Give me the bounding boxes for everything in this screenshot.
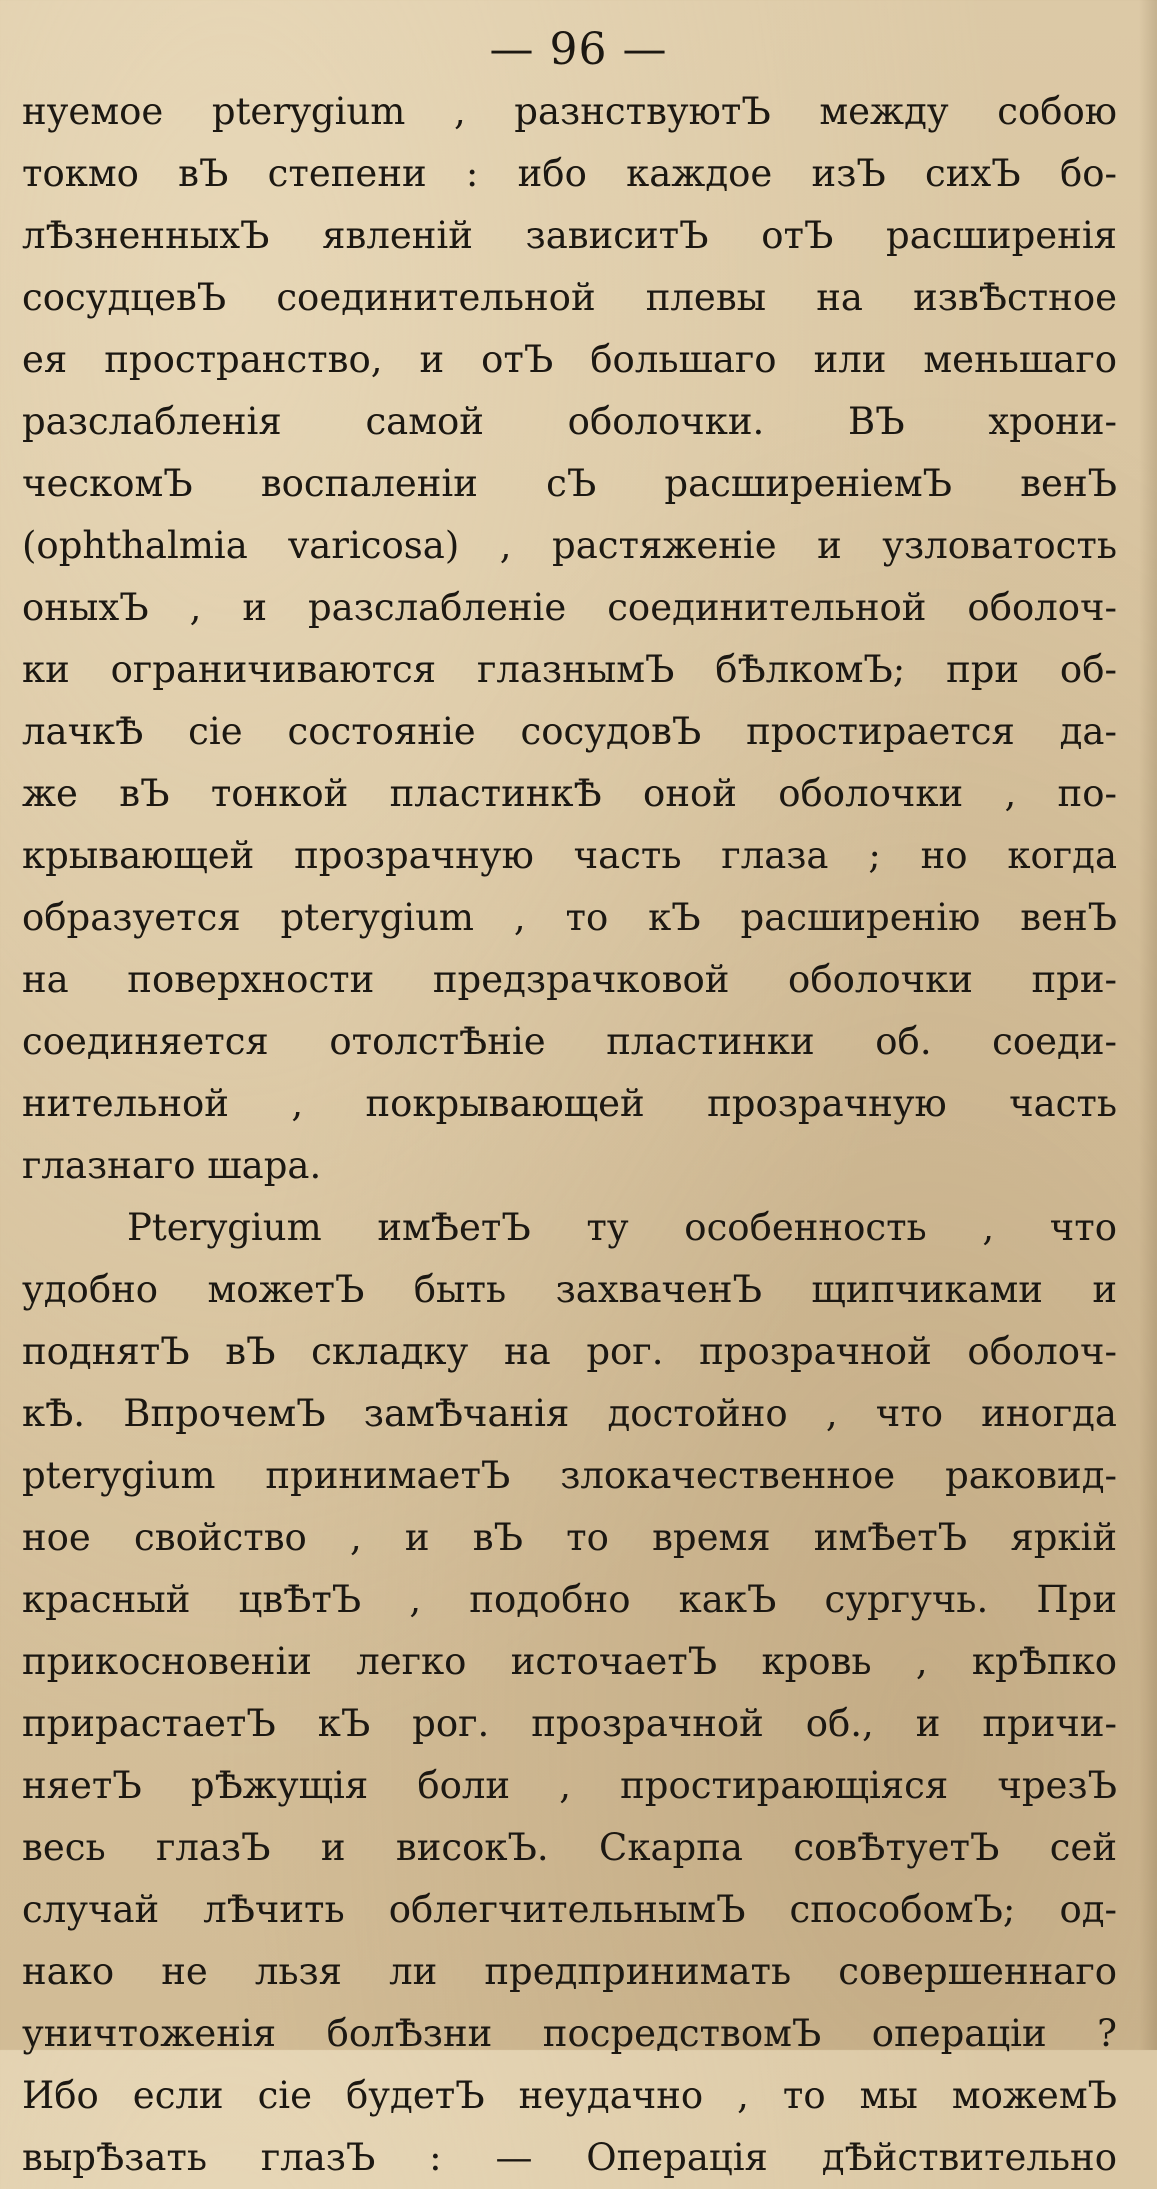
text-line: крывающей прозрачную часть глаза ; но когда bbox=[22, 834, 1117, 877]
text-body bbox=[22, 81, 1117, 2189]
text-line: ея пространство, и отЪ большаго или меньшаго bbox=[22, 338, 1117, 381]
text-line: сосудцевЪ соединительной плевы на извѢстное bbox=[22, 276, 1117, 319]
text-line: ческомЪ воспаленіи сЪ расширеніемЪ венЪ bbox=[22, 462, 1117, 505]
text-line: нуемое pterygium , разнствуютЪ между собою bbox=[22, 90, 1117, 133]
text-line: глазнаго шара. bbox=[22, 1144, 322, 1187]
text-line: весь глазЪ и високЪ. Скарпа совѢтуетЪ сей bbox=[22, 1826, 1117, 1869]
page-number: — 96 — bbox=[489, 24, 668, 75]
text-line: лачкѢ сіе состояніе сосудовЪ простирается да- bbox=[22, 710, 1117, 753]
text-line: токмо вЪ степени : ибо каждое изЪ сихЪ бо- bbox=[22, 152, 1117, 195]
text-line: вырѢзать глазЪ : — Операція дѢйствительно bbox=[22, 2136, 1117, 2179]
text-line: образуется pterygium , то кЪ расширенію венЪ bbox=[22, 896, 1117, 939]
text-line: поднятЪ вЪ складку на рог. прозрачной оболоч- bbox=[22, 1330, 1117, 1373]
text-line: ное свойство , и вЪ то время имѢетЪ яркій bbox=[22, 1516, 1117, 1559]
text-line: же вЪ тонкой пластинкѢ оной оболочки , по- bbox=[22, 772, 1117, 815]
text-line: разслабленія самой оболочки. ВЪ хрони- bbox=[22, 400, 1117, 443]
text-line: красный цвѢтЪ , подобно какЪ сургучь. При bbox=[22, 1578, 1117, 1621]
paragraph-1 bbox=[22, 81, 1117, 1197]
text-line: лѢзненныхЪ явленій зависитЪ отЪ расширенія bbox=[22, 214, 1117, 257]
text-line: оныхЪ , и разслабленіе соединительной оболоч- bbox=[22, 586, 1117, 629]
text-line: соединяется отолстѢніе пластинки об. соеди- bbox=[22, 1020, 1117, 1063]
text-line: Ибо если сіе будетЪ неудачно , то мы можемЪ bbox=[22, 2074, 1117, 2117]
text-line: (ophthalmia varicosa) , растяженіе и узловатость bbox=[22, 524, 1117, 567]
text-line: прирастаетЪ кЪ рог. прозрачной об., и причи- bbox=[22, 1702, 1117, 1745]
text-line: на поверхности предзрачковой оболочки при- bbox=[22, 958, 1117, 1001]
text-line: кѢ. ВпрочемЪ замѢчанія достойно , что иногда bbox=[22, 1392, 1117, 1435]
paragraph-2 bbox=[22, 1197, 1117, 2189]
text-line: нако не льзя ли предпринимать совершеннаго bbox=[22, 1950, 1117, 1993]
text-line: pterygium принимаетЪ злокачественное раковид- bbox=[22, 1454, 1117, 1497]
text-line: ки ограничиваются глазнымЪ бѢлкомЪ; при об- bbox=[22, 648, 1117, 691]
text-line: няетЪ рѢжущія боли , простирающіяся чрезЪ bbox=[22, 1764, 1117, 1807]
text-line: прикосновеніи легко источаетЪ кровь , крѢпко bbox=[22, 1640, 1117, 1683]
text-line: уничтоженія болѢзни посредствомЪ операціи ? bbox=[22, 2012, 1117, 2055]
text-line: случай лѢчить облегчительнымЪ способомЪ; од- bbox=[22, 1888, 1117, 1931]
text-line: удобно можетЪ быть захваченЪ щипчиками и bbox=[22, 1268, 1117, 1311]
text-line: нительной , покрывающей прозрачную часть bbox=[22, 1082, 1117, 1125]
text-line: Pterygium имѢетЪ ту особенность , что bbox=[127, 1206, 1117, 1249]
page-edge-shadow bbox=[1139, 0, 1157, 2050]
